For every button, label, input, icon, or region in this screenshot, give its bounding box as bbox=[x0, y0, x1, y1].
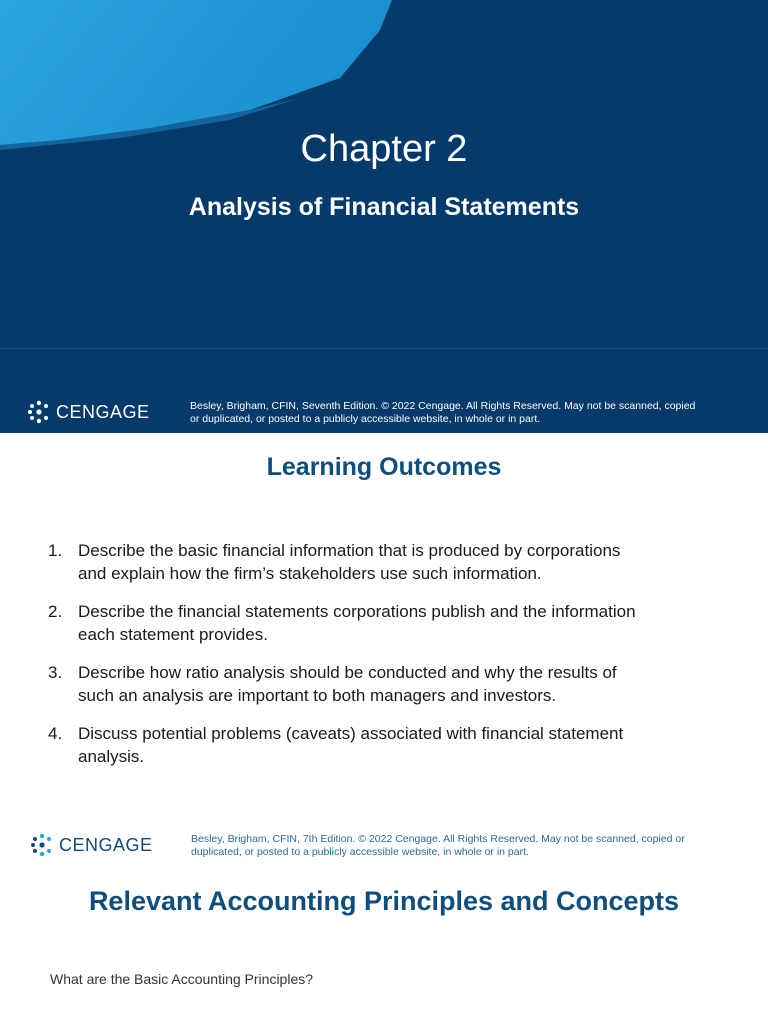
accounting-principles-slide bbox=[0, 867, 768, 1024]
outcomes-list bbox=[48, 539, 728, 783]
cengage-logo bbox=[27, 400, 150, 424]
logo-wordmark: CENGAGE bbox=[59, 834, 153, 855]
chapter-subtitle: Analysis of Financial Statements bbox=[188, 193, 580, 221]
slide-title: Relevant Accounting Principles and Concepts bbox=[88, 886, 680, 916]
chapter-title: Chapter 2 bbox=[300, 128, 468, 170]
cengage-dots-icon bbox=[27, 400, 51, 424]
list-item: 2. Describe the financial statements corporations publish and the information each statement provides. bbox=[48, 602, 636, 644]
footer-divider bbox=[0, 348, 768, 349]
list-item: 1. Describe the basic financial information that is produced by corporations and explain how the firm’s stakeholders use such information. bbox=[48, 541, 621, 583]
copyright-notice: Besley, Brigham, CFIN, Seventh Edition. © 2022 Cengage. All Rights Reserved. May not be scanned, copied or duplicated, or posted to a publicly accessible website, in whole or in part. bbox=[190, 400, 696, 425]
copyright-notice: Besley, Brigham, CFIN, 7th Edition. © 2022 Cengage. All Rights Reserved. May not be scanned, copied or duplicated, or posted to a publicly accessible website, in whole or in part. bbox=[191, 833, 685, 858]
slide-title: Learning Outcomes bbox=[266, 453, 502, 481]
cengage-dots-icon bbox=[30, 833, 54, 857]
logo-wordmark: CENGAGE bbox=[56, 401, 150, 422]
title-slide bbox=[0, 0, 768, 433]
learning-outcomes-slide bbox=[0, 433, 768, 867]
cengage-logo bbox=[30, 833, 153, 857]
list-item: 4. Discuss potential problems (caveats) associated with financial statement analysis. bbox=[48, 724, 624, 766]
question-text: What are the Basic Accounting Principles? bbox=[50, 971, 314, 987]
list-item: 3. Describe how ratio analysis should be conducted and why the results of such an analysis are important to both managers and investors. bbox=[48, 663, 617, 705]
